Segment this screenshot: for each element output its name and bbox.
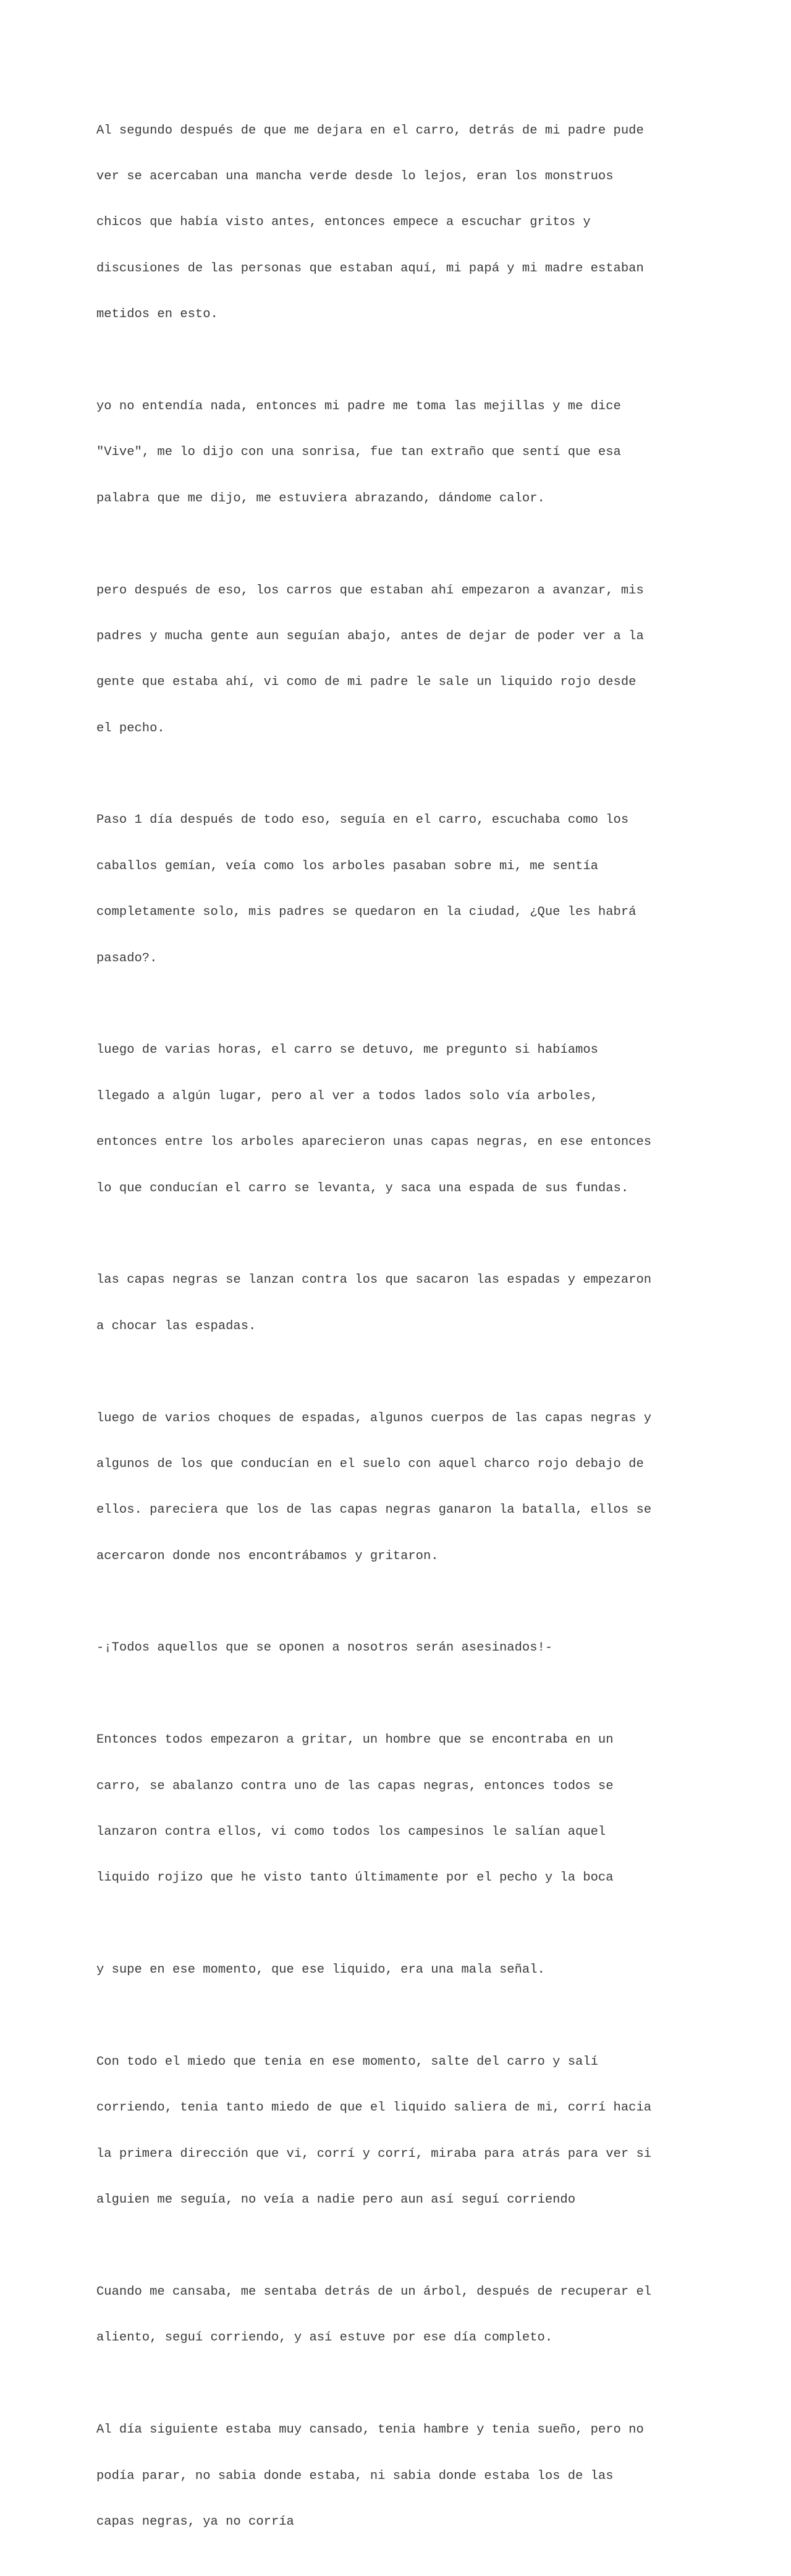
paragraph	[96, 553, 702, 767]
text-line: lanzaron contra ellos, vi como todos los campesinos le salían aquel	[96, 1825, 606, 1840]
text-line: metidos en esto.	[96, 307, 218, 322]
text-line: Entonces todos empezaron a gritar, un hombre que se encontraba en un	[96, 1733, 614, 1748]
text-line: luego de varios choques de espadas, algunos cuerpos de las capas negras y	[96, 1411, 652, 1426]
paragraph	[96, 1702, 702, 1917]
paragraph	[96, 783, 702, 997]
text-line: podía parar, no sabia donde estaba, ni sabia donde estaba los de las	[96, 2468, 614, 2483]
text-line: Paso 1 día después de todo eso, seguía en el carro, escuchaba como los	[96, 813, 629, 828]
paragraph	[96, 1932, 702, 2009]
text-line: gente que estaba ahí, vi como de mi padre le sale un liquido rojo desde	[96, 675, 637, 690]
paragraph	[96, 2254, 702, 2376]
text-line: pasado?.	[96, 951, 158, 966]
text-line: completamente solo, mis padres se quedaron en la ciudad, ¿Que les habrá	[96, 905, 637, 920]
document-body	[96, 93, 702, 2576]
text-line: corriendo, tenia tanto miedo de que el liquido saliera de mi, corrí hacia	[96, 2101, 652, 2115]
text-line: caballos gemían, veía como los arboles pasaban sobre mi, me sentía	[96, 859, 598, 874]
paragraph	[96, 1380, 702, 1595]
text-line: lo que conducían el carro se levanta, y saca una espada de sus fundas.	[96, 1181, 629, 1196]
text-line: -¡Todos aquellos que se oponen a nosotros serán asesinados!-	[96, 1641, 553, 1656]
text-line: Cuando me cansaba, me sentaba detrás de un árbol, después de recuperar el	[96, 2284, 652, 2299]
text-line: acercaron donde nos encontrábamos y gritaron.	[96, 1549, 439, 1563]
text-line: capas negras, ya no corría	[96, 2514, 294, 2529]
text-line: ellos. pareciera que los de las capas negras ganaron la batalla, ellos se	[96, 1503, 652, 1518]
text-line: las capas negras se lanzan contra los que sacaron las espadas y empezaron	[96, 1273, 652, 1288]
text-line: discusiones de las personas que estaban aquí, mi papá y mi madre estaban	[96, 261, 644, 276]
text-line: algunos de los que conducían en el suelo con aquel charco rojo debajo de	[96, 1456, 644, 1471]
text-line: entonces entre los arboles aparecieron unas capas negras, en ese entonces	[96, 1135, 652, 1150]
text-line: la primera dirección que vi, corrí y corrí, miraba para atrás para ver si	[96, 2146, 652, 2161]
text-line: liquido rojizo que he visto tanto últimamente por el pecho y la boca	[96, 1871, 614, 1885]
text-line: palabra que me dijo, me estuviera abrazando, dándome calor.	[96, 491, 545, 506]
text-line: "Vive", me lo dijo con una sonrisa, fue tan extraño que sentí que esa	[96, 445, 621, 460]
text-line: alguien me seguía, no veía a nadie pero aun así seguí corriendo	[96, 2193, 576, 2208]
text-line: carro, se abalanzo contra uno de las capas negras, entonces todos se	[96, 1779, 614, 1793]
paragraph	[96, 2024, 702, 2238]
text-line: pero después de eso, los carros que estaban ahí empezaron a avanzar, mis	[96, 583, 644, 598]
text-line: luego de varias horas, el carro se detuvo, me pregunto si habíamos	[96, 1043, 598, 1058]
text-line: a chocar las espadas.	[96, 1319, 256, 1333]
text-line: Con todo el miedo que tenia en ese momento, salte del carro y salí	[96, 2055, 598, 2069]
text-line: Al segundo después de que me dejara en el carro, detrás de mi padre pude	[96, 123, 644, 138]
paragraph	[96, 1243, 702, 1365]
paragraph	[96, 2392, 702, 2561]
paragraph	[96, 93, 702, 354]
paragraph	[96, 368, 702, 537]
text-line: llegado a algún lugar, pero al ver a todos lados solo vía arboles,	[96, 1089, 598, 1103]
text-line: padres y mucha gente aun seguían abajo, antes de dejar de poder ver a la	[96, 629, 644, 644]
text-line: chicos que había visto antes, entonces empece a escuchar gritos y	[96, 215, 591, 230]
text-line: y supe en ese momento, que ese liquido, era una mala señal.	[96, 1963, 545, 1978]
text-line: aliento, seguí corriendo, y así estuve por ese día completo.	[96, 2331, 553, 2345]
paragraph	[96, 1013, 702, 1227]
paragraph	[96, 1610, 702, 1687]
text-line: yo no entendía nada, entonces mi padre me toma las mejillas y me dice	[96, 399, 621, 414]
text-line: el pecho.	[96, 721, 165, 736]
text-line: ver se acercaban una mancha verde desde lo lejos, eran los monstruos	[96, 169, 614, 184]
text-line: Al día siguiente estaba muy cansado, tenia hambre y tenia sueño, pero no	[96, 2423, 644, 2438]
